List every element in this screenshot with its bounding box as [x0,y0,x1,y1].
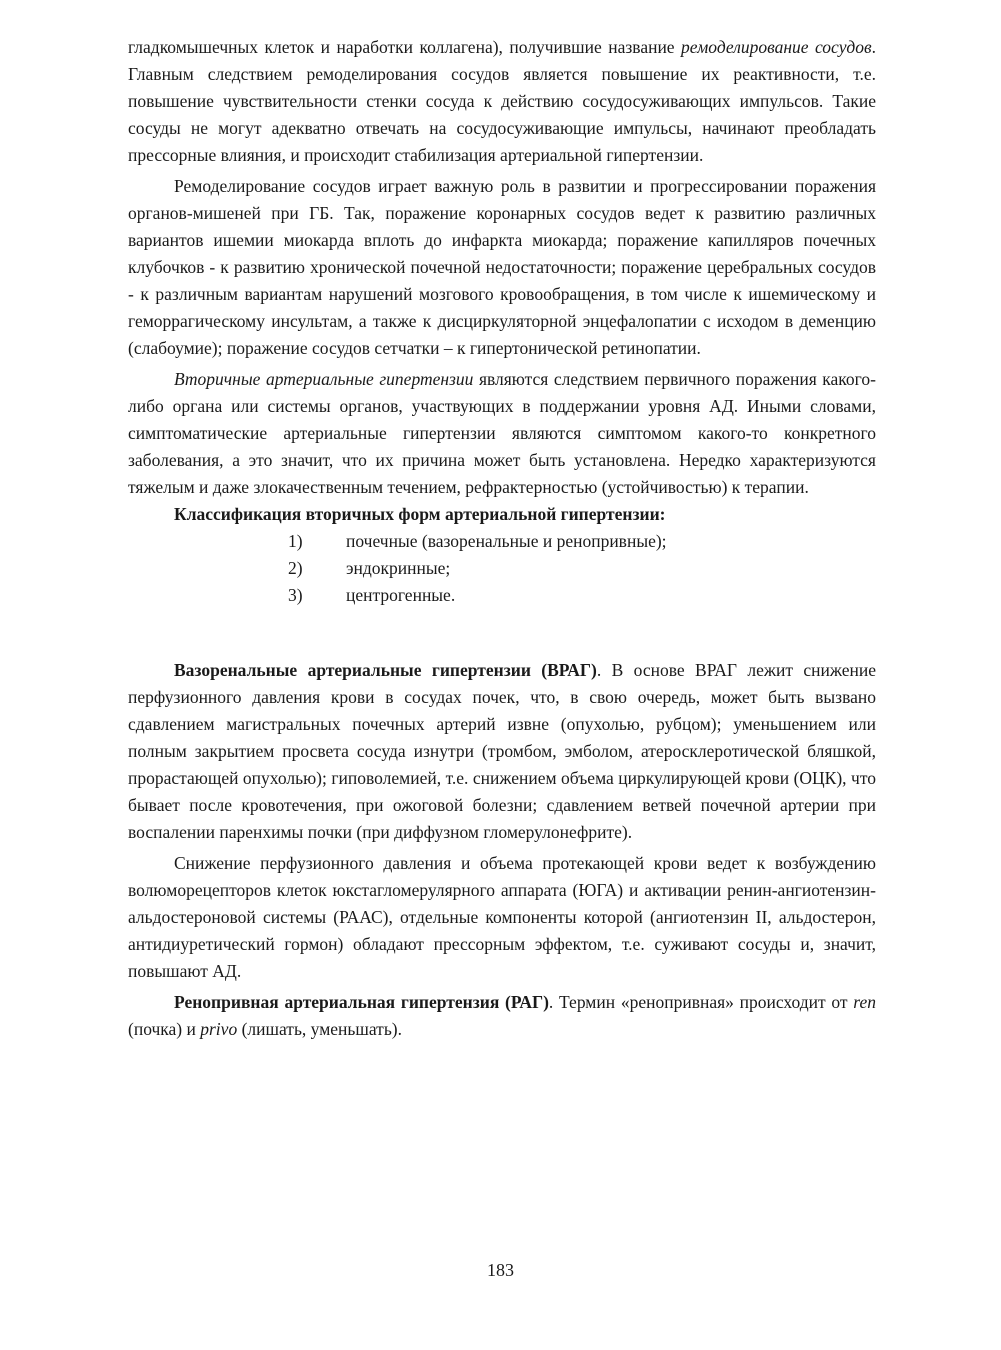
paragraph-secondary-hypertension [128,366,876,501]
paragraph-raas: Снижение перфузионного давления и объема протекающей крови ведет к возбуждению волюморецепторов клеток юкстагломерулярного аппарата (ЮГА) и активации ренин-ангиотензин-альдостероновой системы (РААС), отдельные компоненты которой (ангиотензин II, альдостерон, антидиуретический гормон) обладают прессорным эффектом, т.е. суживают сосуды и, значит, повышают АД. [128,853,876,981]
list-item-label: эндокринные; [346,558,451,578]
term-renoprival-hypertension: Ренопривная артериальная гипертензия (РАГ) [174,992,549,1012]
text-fragment: . Главным следствием ремоделирования сосудов является повышение их реактивности, т.е. повышение чувствительности стенки сосуда к действию сосудосуживающих импульсов. Такие сосуды не могут адекватно отвечать на сосудосуживающие импульсы, начинают преобладать прессорные влияния, и происходит стабилизация артериальной гипертензии. [128,37,876,165]
paragraph-remodeling-intro [128,34,876,169]
paragraph-renoprival [128,989,876,1043]
paragraph-target-organs: Ремоделирование сосудов играет важную роль в развитии и прогрессировании поражения органов-мишеней при ГБ. Так, поражение коронарных сосудов ведет к развитию различных вариантов ишемии миокарда вплоть до инфаркта миокарда; поражение капилляров почечных клубочков - к развитию хронической почечной недостаточности; поражение церебральных сосудов - к различным вариантам нарушений мозгового кровообращения, в том числе к ишемическому и геморрагическому инсультам, а также к дисциркуляторной энцефалопатии с исходом в деменцию (слабоумие); поражение сосудов сетчатки – к гипертонической ретинопатии. [128,176,876,358]
list-item-label: почечные (вазоренальные и ренопривные); [346,531,667,551]
text-fragment: . В основе ВРАГ лежит снижение перфузионного давления крови в сосудах почек, что, в свою очередь, может быть вызвано сдавлением магистральных почечных артерий извне (опухолью, рубцом); уменьшением или полным закрытием просвета сосуда изнутри (тромбом, эмболом, атеросклеротической бляшкой, прорастающей опухолью); гиповолемией, т.е. снижением объема циркулирующей крови (ОЦК), что бывает после кровотечения, при ожоговой болезни; сдавлением ветвей почечной артерии при воспалении паренхимы почки (при диффузном гломерулонефрите). [128,660,876,842]
text-fragment: гладкомышечных клеток и наработки коллагена), получившие название [128,37,682,57]
latin-word-privo: privo [200,1019,238,1039]
term-vascular-remodeling: ремоделирование сосудов [681,37,872,57]
classification-list [128,528,876,609]
list-item [128,528,876,555]
page-number: 183 [487,1260,514,1280]
list-item [128,582,876,609]
book-page [128,34,876,1043]
classification-heading: Классификация вторичных форм артериальной гипертензии: [174,504,666,524]
latin-word-ren: ren [853,992,876,1012]
text-fragment: . Термин «ренопривная» происходит от [548,992,854,1012]
term-secondary-hypertension: Вторичные артериальные гипертензии [174,369,474,389]
list-item [128,555,876,582]
text-fragment: являются следствием первичного поражения какого-либо органа или системы органов, участвующих в поддержании уровня АД. Иными словами, симптоматические артериальные гипертензии являются симптомом какого-то конкретного заболевания, а это значит, что их причина может быть установлена. Нередко характеризуются тяжелым и даже злокачественным течением, рефрактерностью (устойчивостью) к терапии. [128,369,876,497]
list-item-number: 1) [288,531,303,551]
text-fragment: (почка) и [128,1019,201,1039]
list-item-label: центрогенные. [346,585,456,605]
paragraph-vasorenal [128,657,876,846]
list-item-number: 2) [288,558,303,578]
term-vasorenal-hypertension: Вазоренальные артериальные гипертензии (ВРАГ) [174,660,597,680]
text-fragment: (лишать, уменьшать). [237,1019,403,1039]
list-item-number: 3) [288,585,303,605]
